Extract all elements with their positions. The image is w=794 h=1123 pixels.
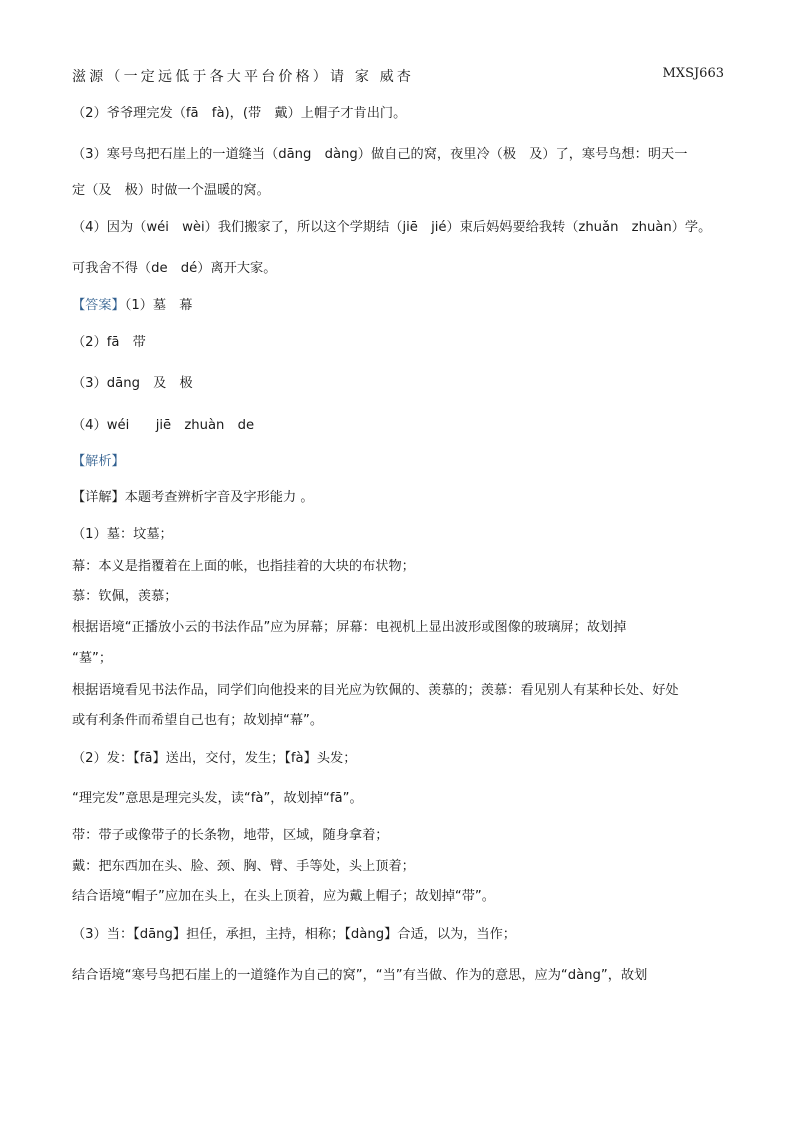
- header-title: 滋源（一定远低于各大平台价格）请 家 威杏: [72, 69, 415, 85]
- text-line: （1）墓：坟墓；: [72, 527, 173, 542]
- text-line: （2）fā 带: [72, 335, 146, 350]
- text-line: （3）寒号鸟把石崖上的一道缝当（dāng dàng）做自己的窝，夜里冷（极 及）了，寒号鸟想：明天一: [72, 147, 688, 162]
- text-line: 戴：把东西加在头、脸、颈、胸、臂、手等处，头上顶着；: [72, 859, 415, 874]
- text-line: 定（及 极）时做一个温暖的窝。: [72, 183, 270, 198]
- text-line: 根据语境“正播放小云的书法作品”应为屏幕；屏幕：电视机上显出波形或图像的玻璃屏；故划掉: [72, 620, 627, 635]
- text-line: 或有利条件而希望自己也有；故划掉“幕”。: [72, 713, 324, 728]
- text-line: 幕：本义是指覆着在上面的帐，也指挂着的大块的布状物；: [72, 559, 415, 574]
- page-header: [72, 66, 724, 86]
- text-line: “墓”；: [72, 651, 113, 666]
- text-line: 慕：钦佩，羡慕；: [72, 589, 178, 604]
- text-line: 带：带子或像带子的长条物，地带，区域，随身拿着；: [72, 828, 389, 843]
- answer-line: 【答案】（1）墓 幕: [72, 298, 193, 313]
- text-line: （3）dāng 及 极: [72, 376, 193, 391]
- analysis-tag: 【解析】: [72, 454, 125, 469]
- text-line: 【详解】本题考查辨析字音及字形能力 。: [72, 490, 314, 505]
- text-line: 结合语境“帽子”应加在头上，在头上顶着，应为戴上帽子；故划掉“带”。: [72, 889, 495, 904]
- text-line: 根据语境看见书法作品，同学们向他投来的目光应为钦佩的、羡慕的；羡慕：看见别人有某种长处、好处: [72, 683, 679, 698]
- text-line: 结合语境“寒号鸟把石崖上的一道缝作为自己的窝”，“当”有当做、作为的意思，应为“dàng”，故划: [72, 968, 648, 983]
- text-line: （3）当：【dāng】担任，承担，主持，相称；【dàng】合适，以为，当作；: [72, 927, 516, 942]
- analysis-line: [72, 452, 732, 472]
- text-line: （2）发：【fā】送出，交付，发生；【fà】头发；: [72, 751, 357, 766]
- document-code: MXSJ663: [662, 66, 724, 81]
- text-line: “理完发”意思是理完头发，读“fà”，故划掉“fā”。: [72, 791, 363, 806]
- text-line: （4）wéi jiē zhuàn de: [72, 418, 255, 433]
- answer-tag: 【答案】: [72, 298, 125, 313]
- text-line: （4）因为（wéi wèi）我们搬家了，所以这个学期结（jiē jié）束后妈妈要给我转（zhuǎn zhuàn）学。: [72, 220, 712, 235]
- text-line: 可我舍不得（de dé）离开大家。: [72, 261, 277, 276]
- text-line: （2）爷爷理完发（fā fà)，(带 戴）上帽子才肯出门。: [72, 106, 407, 121]
